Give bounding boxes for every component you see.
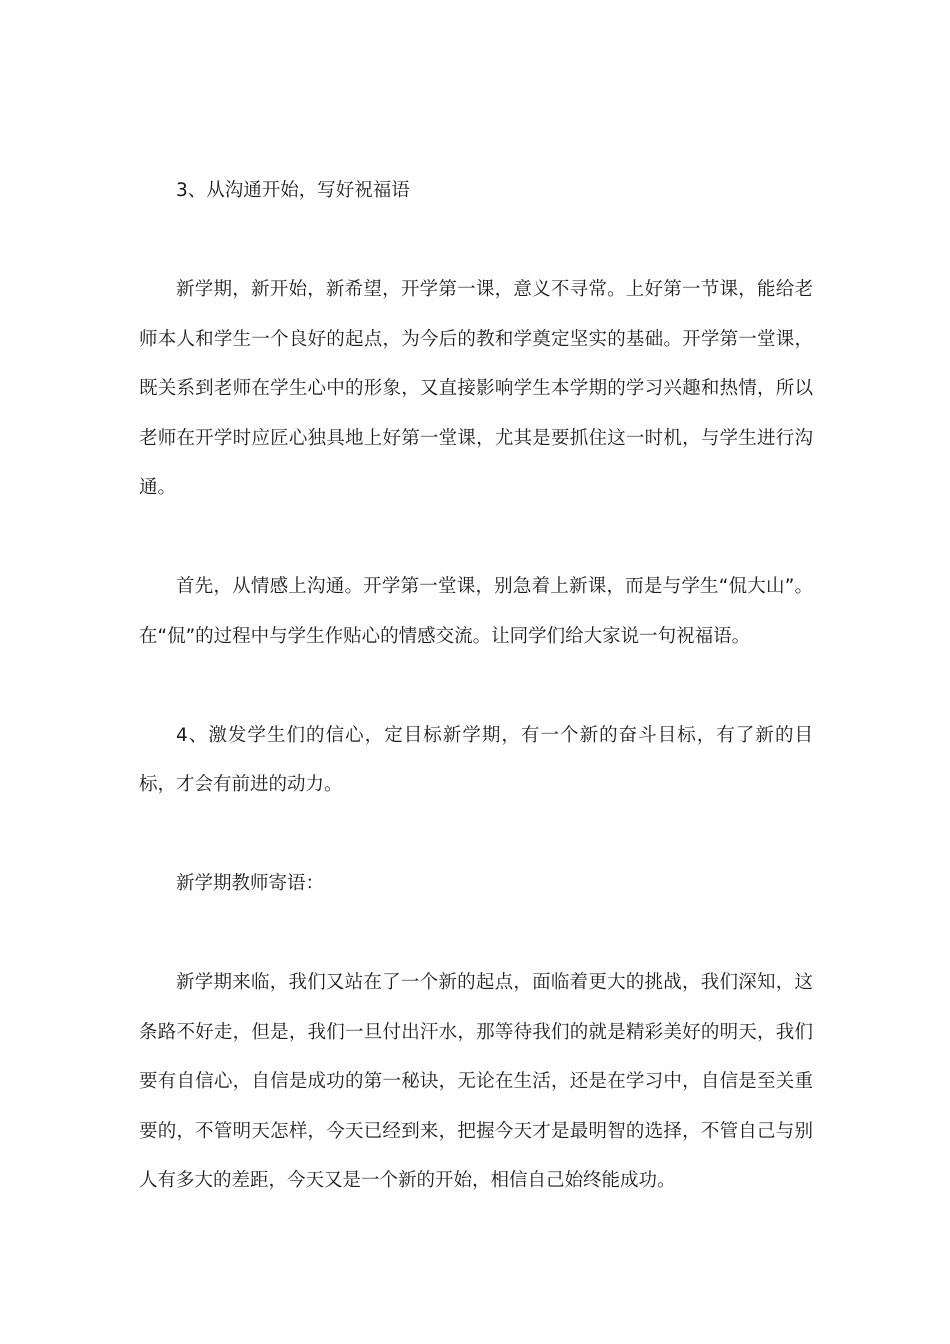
paragraph-first-lesson: 新学期，新开始，新希望，开学第一课，意义不寻常。上好第一节课，能给老师本人和学生一个良好的起点，为今后的教和学奠定坚实的基础。开学第一堂课，既关系到老师在学生心中的形象，又直接影响学生本学期的学习兴趣和热情，所以老师在开学时应匠心独具地上好第一堂课，尤其是要抓住这一时机，与学生进行沟通。 — [139, 279, 813, 498]
section-heading-3: 3、从沟通开始，写好祝福语 — [176, 180, 410, 201]
paragraph-gap — [139, 909, 813, 959]
teacher-message-body: 新学期来临，我们又站在了一个新的起点，面临着更大的挑战，我们深知，这条路不好走，但是，我们一旦付出汗水，那等待我们的就是精彩美好的明天，我们要有自信心，自信是成功的第一秘诀，无论在生活，还是在学习中，自信是至关重要的，不管明天怎样，今天已经到来，把握今天才是最明智的选择，不管自己与别人有多大的差距，今天又是一个新的开始，相信自己始终能成功。 — [139, 972, 813, 1191]
paragraph-gap — [139, 216, 813, 266]
section-heading-4: 4、激发学生们的信心，定目标新学期，有一个新的奋斗目标，有了新的目标，才会有前进的动力。 — [139, 724, 813, 795]
document-body — [139, 166, 813, 1206]
paragraph-gap — [139, 513, 813, 563]
paragraph-gap — [139, 661, 813, 711]
paragraph-gap — [139, 810, 813, 860]
teacher-message-heading: 新学期教师寄语： — [176, 873, 325, 894]
paragraph-emotional-communication: 首先，从情感上沟通。开学第一堂课，别急着上新课，而是与学生“侃大山”。在“侃”的过程中与学生作贴心的情感交流。让同学们给大家说一句祝福语。 — [139, 576, 813, 647]
